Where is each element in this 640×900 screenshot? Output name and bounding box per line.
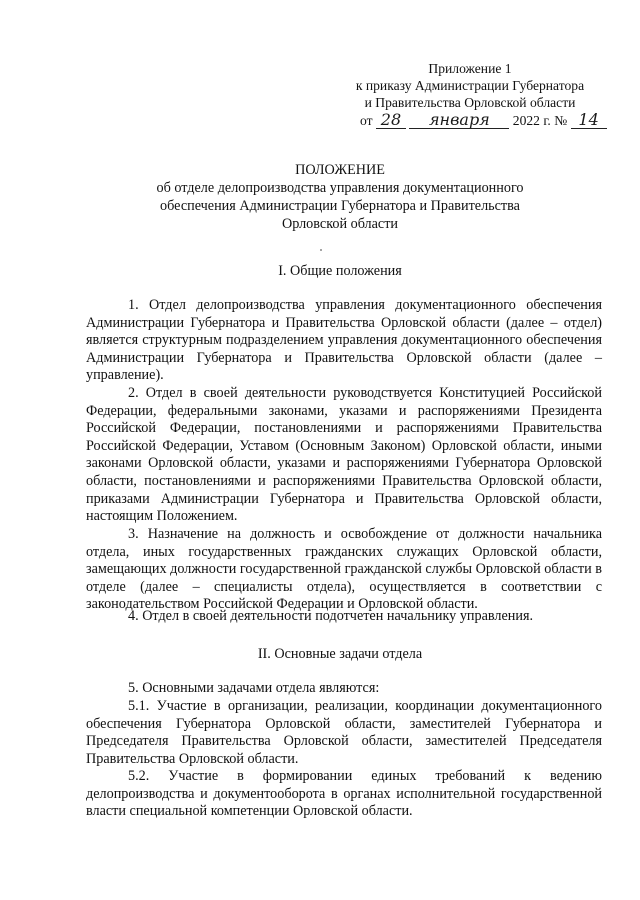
document-title [60,161,620,233]
paragraph-1: 1. Отдел делопроизводства управления документационного обеспечения Администрации Губернатора и Правительства Орловской области (далее – отдел) является структурным подразделением управления документационного обеспечения Администрации Губернатора и Правительства Орловской области (далее – управление). [86,297,602,384]
paragraph-2: 2. Отдел в своей деятельности руководствуется Конституцией Российской Федерации, федеральными законами, указами и распоряжениями Президента Российской Федерации, постановлениями и распоряжениями Правительства Российской Федерации, Уставом (Основным Законом) Орловской области, иными законами Орловской области, указами и распоряжениями Губернатора Орловской области, постановлениями и распоряжениями Правительства Орловской области, приказами Администрации Губернатора и Правительства Орловской области, настоящим Положением. [86,385,602,525]
title-line-1: об отделе делопроизводства управления документационного [156,180,524,196]
scan-mark [320,249,322,251]
date-prefix: от [360,113,373,128]
annex-order-ref-2: и Правительства Орловской области [364,95,576,110]
paragraph-3: 3. Назначение на должность и освобождение от должности начальника отдела, иных государственных гражданских служащих Орловской области, замещающих должности государственной гражданской службы Орловской области в отделе (далее – специалисты отдела), осуществляется в соответствии с законодательством Российской Федерации и Орловской области. [86,526,602,613]
annex-date-line [330,112,610,129]
paragraph-5-2: 5.2. Участие в формировании единых требований к ведению делопроизводства и документооборота в органах исполнительной государственной власти специальной компетенции Орловской области. [86,768,602,820]
title-line-2: обеспечения Администрации Губернатора и Правительства [160,198,520,214]
paragraph-5: 5. Основными задачами отдела являются: [128,680,380,696]
section-title-tasks: II. Основные задачи отдела [257,646,423,662]
title-heading: ПОЛОЖЕНИЕ [295,162,385,178]
paragraph-5-1: 5.1. Участие в организации, реализации, координации документационного обеспечения Губернатора Орловской области, заместителей Губернатора и Председателя Правительства Орловской области, заместителей Председателя Правительства Орловской области. [86,698,602,767]
title-line-3: Орловской области [281,216,399,232]
annex-order-ref: к приказу Администрации Губернатора [355,78,585,93]
date-month: января [409,112,509,129]
section-title-general: I. Общие положения [278,263,402,279]
date-day: 28 [376,112,406,129]
annex-header [330,60,610,129]
order-number: 14 [571,112,607,129]
paragraph-4: 4. Отдел в своей деятельности подотчетен начальнику управления. [128,608,534,624]
date-year: 2022 г. № [512,113,568,128]
annex-label: Приложение 1 [428,61,512,76]
